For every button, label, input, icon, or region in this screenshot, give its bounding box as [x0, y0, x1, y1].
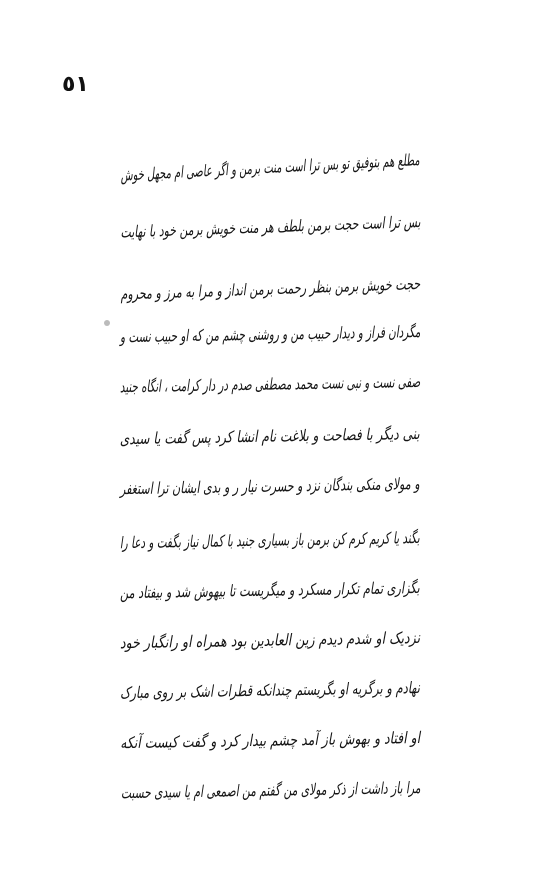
manuscript-line-7: و مولای منکی بندگان نزد و حسرت نیار ر و بدی ایشان ترا استغفر	[120, 474, 421, 499]
ink-spot	[104, 320, 110, 326]
manuscript-line-5: صفی نست و نبی نست محمد مصطفی صدم در دار کرامت ، انگاه جنید	[119, 372, 421, 397]
manuscript-line-6: بنی دیگر با فصاحت و بلاغت نام انشا کرد پس گفت یا سیدی	[119, 424, 421, 449]
page-number: ٥١	[62, 72, 89, 97]
manuscript-line-4: مگردان فراز و دیدار حبیب من و روشنی چشم من که او حبیب نست و	[119, 322, 421, 347]
manuscript-line-1: مطلع هم بتوفیق تو بس ترا است منت برمن و اگر عاصی ام مجهل خوش	[120, 150, 421, 185]
manuscript-line-13: مرا باز داشت از ذکر مولای من گفتم من اصمعی ام یا سیدی حسبت	[120, 778, 421, 803]
manuscript-line-11: نهادم و برگریه او بگریستم چندانکه قطرات اشک بر روی مبارک	[120, 678, 421, 703]
manuscript-line-10: نزدیک او شدم دیدم زین العابدین بود همراه او رانگبار خود	[119, 628, 421, 653]
manuscript-line-8: بگند یا کریم کرم کن برمن باز بسیاری جنید با کمال نیاز بگفت و دعا را	[119, 528, 421, 553]
manuscript-line-3: حجت خویش برمن بنظر رحمت برمن انداز و مرا به مرز و محروم	[119, 274, 421, 304]
manuscript-line-2: بس ترا است حجت برمن بلطف هر منت خویش برمن خود با نهایت	[119, 212, 421, 242]
manuscript-line-9: بگزاری تمام تکرار مسکرد و میگریست تا بیهوش شد و بیفتاد من	[120, 578, 421, 603]
manuscript-line-12: او افتاد و بهوش باز آمد چشم بیدار کرد و گفت کیست آنکه	[119, 728, 421, 753]
